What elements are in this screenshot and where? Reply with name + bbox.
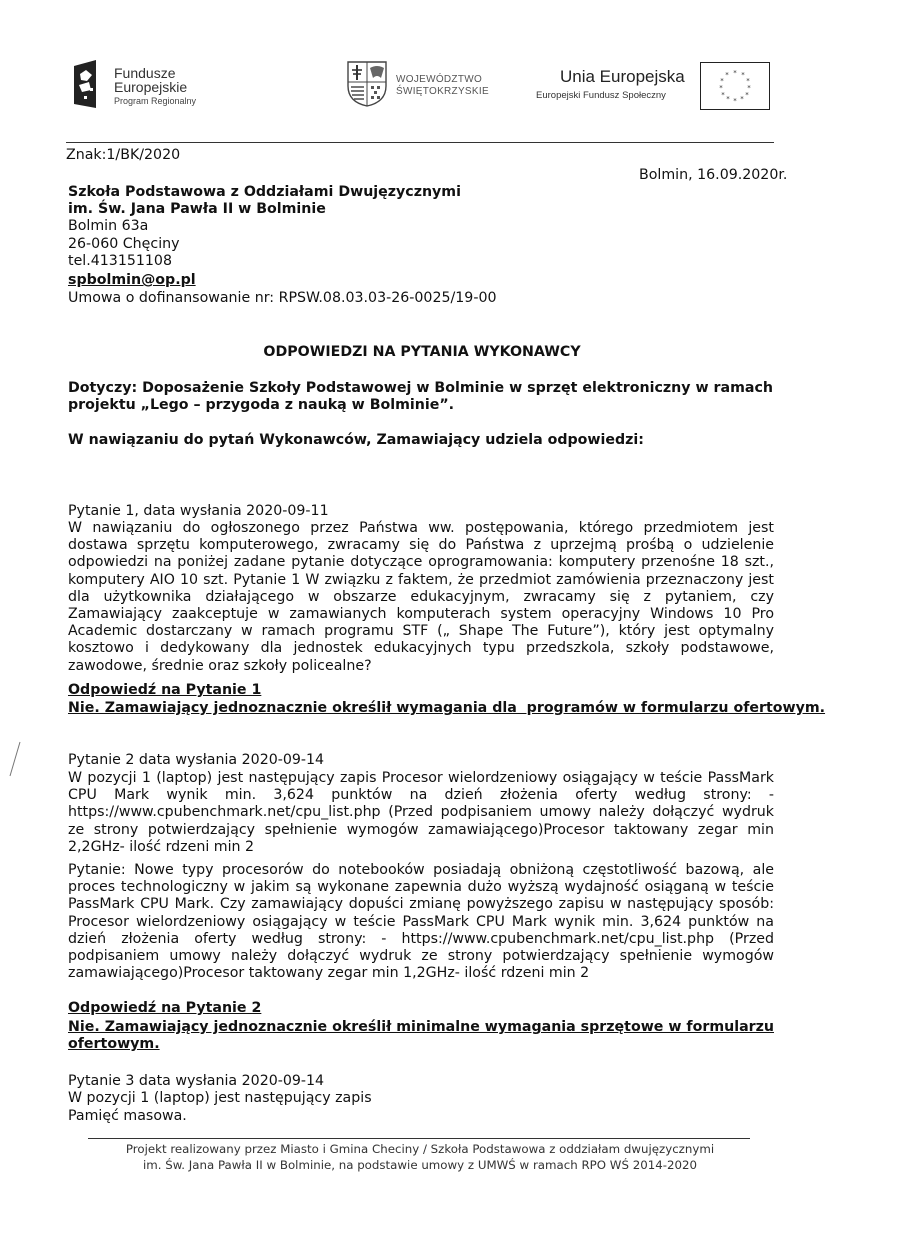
sender-email-link[interactable]: spbolmin@op.pl [68, 272, 196, 288]
question3-line2: Pamięć masowa. [68, 1108, 187, 1124]
question1-body: W nawiązaniu do ogłoszonego przez Państwa ww. postępowania, którego przedmiotem jest dostawa sprzętu komputerowego, zwracamy się do Państwa z uprzejmą prośbą o udzielenie odpowiedzi na poniżej zadane pytanie dotyczące oprogramowania: komputery przenośne 18 szt., komputery AIO 10 szt. Pytanie 1 W związku z faktem, że przedmiot zamówienia przeznaczony jest dla użytkownika działającego w obszarze edukacyjnym, zwracamy się z pytaniem, czy Zamawiający zaakceptuje w zamawianych komputerach system operacyjny Windows 10 Pro Academic dostarczany w ramach programu STF („ Shape The Future”), który jest optymalny kosztowo i dedykowany dla jednostek edukacyjnych typu przedszkola, szkoły podstawowe, zawodowe, średnie oraz szkoły policealne? [68, 520, 774, 674]
question2-body2: Pytanie: Nowe typy procesorów do notebooków posiadają obniżoną częstotliwość bazową, ale proces technologiczny w jakim są wykonane zapewnia dużo wyższą wydajność osiąganą w teście PassMark CPU Mark. Czy zamawiający dopuści zmianę powyższego zapisu w następujący sposób: Procesor wielordzeniowy osiągający w teście PassMark CPU Mark wynik min. 3,624 punktów na dzień złożenia oferty według strony: - https://www.cpubenchmark.net/cpu_list.php (Przed podpisaniem umowy należy dołączyć wydruk ze strony potwierdzający spełnienie wymogów zamawiającego)Procesor taktowany zegar min 1,2GHz- ilość rdzeni min 2 [68, 862, 774, 982]
sender-address1: Bolmin 63a [68, 218, 149, 234]
sender-address2: 26-060 Chęciny [68, 236, 180, 252]
svg-text:*: * [741, 71, 745, 79]
svg-text:*: * [733, 97, 737, 105]
svg-text:*: * [720, 77, 724, 85]
ue-logo-subtitle: Europejski Fundusz Społeczny [536, 90, 666, 101]
footer-divider [88, 1138, 750, 1139]
svg-text:*: * [719, 84, 723, 92]
margin-pen-mark [4, 740, 24, 784]
svg-text:*: * [745, 91, 749, 99]
svg-text:*: * [740, 95, 744, 103]
svg-text:*: * [746, 77, 750, 85]
svg-text:*: * [726, 95, 730, 103]
svg-text:*: * [721, 91, 725, 99]
place-date: Bolmin, 16.09.2020r. [639, 167, 788, 183]
fe-logo-line1: Fundusze [114, 65, 176, 81]
fe-logo-line2: Europejskie [114, 79, 188, 95]
sender-name-line1: Szkoła Podstawowa z Oddziałami Dwujęzycznymi [68, 184, 461, 200]
question3-heading: Pytanie 3 data wysłania 2020-09-14 [68, 1073, 325, 1089]
fe-logo-line3: Program Regionalny [114, 96, 197, 106]
ue-logo-title: Unia Europejska [560, 67, 685, 86]
eu-flag-icon [700, 62, 770, 110]
subject-line2: projektu „Lego – przygoda z nauką w Bolminie”. [68, 397, 455, 413]
answer1-heading: Odpowiedź na Pytanie 1 [68, 682, 262, 698]
svg-text:*: * [725, 71, 729, 79]
question2-body1: W pozycji 1 (laptop) jest następujący zapis Procesor wielordzeniowy osiągający w teście PassMark CPU Mark wynik min. 3,624 punktów na dzień złożenia oferty według strony: - https://www.cpubenchmark.net/cpu_list.php (Przed podpisaniem umowy należy dołączyć wydruk ze strony potwierdzający spełnienie wymogów zamawiającego)Procesor taktowany zegar min 2,2GHz- ilość rdzeni min 2 [68, 770, 774, 855]
contract-number: Umowa o dofinansowanie nr: RPSW.08.03.03-26-0025/19-00 [68, 290, 497, 306]
question2-heading: Pytanie 2 data wysłania 2020-09-14 [68, 752, 325, 768]
footer-line2: im. Św. Jana Pawła II w Bolminie, na podstawie umowy z UMWŚ w ramach RPO WŚ 2014-2020 [142, 1158, 698, 1172]
sender-phone: tel.413151108 [68, 253, 172, 269]
reference-number: Znak:1/BK/2020 [66, 147, 181, 163]
subject-line1: Dotyczy: Doposażenie Szkoły Podstawowej w Bolminie w sprzęt elektroniczny w ramach [68, 380, 773, 396]
svg-text:*: * [733, 69, 737, 77]
wojewodztwo-line1: WOJEWÓDZTWO [396, 74, 483, 85]
wojewodztwo-logo [346, 60, 496, 110]
fundusze-europejskie-logo [72, 58, 222, 110]
answer1-text: Nie. Zamawiający jednoznacznie określił wymagania dla programów w formularzu ofertowym. [68, 700, 826, 716]
wojewodztwo-line2: ŚWIĘTOKRZYSKIE [396, 86, 489, 97]
header-divider [66, 142, 774, 143]
intro-text: W nawiązaniu do pytań Wykonawców, Zamawiający udziela odpowiedzi: [68, 432, 644, 448]
answer2-heading: Odpowiedź na Pytanie 2 [68, 1000, 262, 1016]
document-title: ODPOWIEDZI NA PYTANIA WYKONAWCY [263, 344, 581, 360]
fundusze-europejskie-emblem-icon [72, 58, 102, 110]
answer2-text: Nie. Zamawiający jednoznacznie określił minimalne wymagania sprzętowe w formularzu ofertowym. [68, 1019, 774, 1053]
question1-heading: Pytanie 1, data wysłania 2020-09-11 [68, 503, 329, 519]
question3-line1: W pozycji 1 (laptop) jest następujący zapis [68, 1090, 372, 1106]
svg-text:*: * [747, 84, 751, 92]
footer-line1: Projekt realizowany przez Miasto i Gmina Checiny / Szkoła Podstawowa z oddziałam dwujęzycznymi [125, 1142, 715, 1156]
sender-name-line2: im. Św. Jana Pawła II w Bolminie [68, 201, 326, 217]
coat-of-arms-icon [346, 60, 388, 108]
